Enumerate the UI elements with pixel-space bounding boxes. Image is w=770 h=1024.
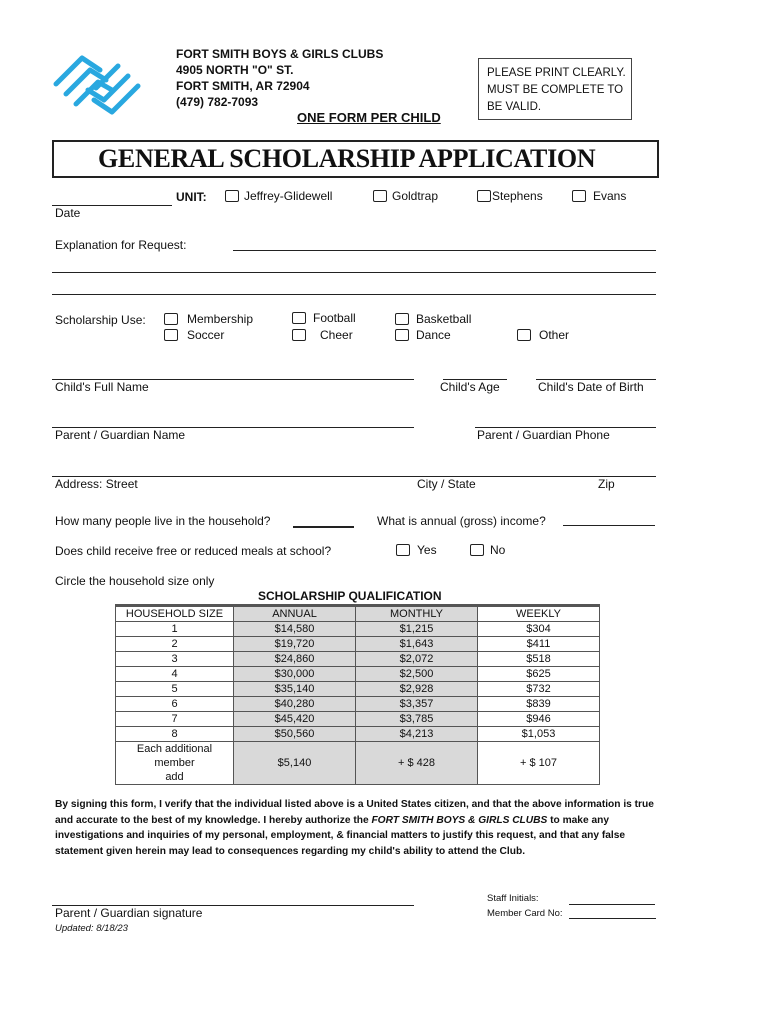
updated-date: Updated: 8/18/23: [55, 923, 128, 934]
cell-weekly: $411: [478, 637, 600, 652]
cell-additional-annual: $5,140: [234, 742, 356, 785]
cell-weekly: $518: [478, 652, 600, 667]
header-annual: ANNUAL: [234, 606, 356, 622]
unit-stephens-label: Stephens: [492, 189, 543, 203]
additional-label-line-2: add: [165, 771, 184, 783]
org-address-line2: FORT SMITH, AR 72904: [176, 79, 310, 93]
explanation-label: Explanation for Request:: [55, 238, 187, 252]
cell-size: 5: [116, 682, 234, 697]
title-box: [52, 140, 659, 178]
child-name-label: Child's Full Name: [55, 380, 149, 394]
cell-monthly: $2,500: [356, 667, 478, 682]
cell-annual: $24,860: [234, 652, 356, 667]
cell-annual: $50,560: [234, 727, 356, 742]
staff-initials-field[interactable]: [569, 904, 655, 905]
table-row[interactable]: [116, 727, 600, 742]
cell-monthly: $2,072: [356, 652, 478, 667]
cell-weekly: $732: [478, 682, 600, 697]
use-basketball-label: Basketball: [416, 312, 472, 326]
cell-annual: $14,580: [234, 622, 356, 637]
one-form-notice: ONE FORM PER CHILD: [297, 110, 441, 125]
use-other-checkbox[interactable]: [517, 328, 569, 342]
authorization-statement: [55, 797, 667, 859]
use-dance-label: Dance: [416, 328, 451, 342]
cell-additional-monthly: + $ 428: [356, 742, 478, 785]
qualification-table: [115, 604, 600, 785]
table-row[interactable]: [116, 712, 600, 727]
cell-size: 7: [116, 712, 234, 727]
cell-monthly: $2,928: [356, 682, 478, 697]
use-membership-checkbox[interactable]: [164, 312, 253, 326]
explanation-field-line-2[interactable]: [52, 272, 656, 273]
circle-instruction: Circle the household size only: [55, 574, 215, 588]
parent-name-label: Parent / Guardian Name: [55, 428, 186, 442]
table-row[interactable]: [116, 637, 600, 652]
use-membership-label: Membership: [187, 312, 254, 326]
org-name: FORT SMITH BOYS & GIRLS CLUBS: [176, 47, 384, 61]
meals-no-label: No: [490, 543, 506, 557]
unit-jeffrey-glidewell-checkbox[interactable]: [225, 189, 332, 203]
use-football-label: Football: [313, 311, 356, 325]
clubs-logo-icon: [52, 50, 142, 120]
cell-size: 1: [116, 622, 234, 637]
cell-weekly: $304: [478, 622, 600, 637]
cell-monthly: $3,785: [356, 712, 478, 727]
unit-evans-label: Evans: [593, 189, 627, 203]
signature-label: Parent / Guardian signature: [55, 906, 203, 920]
page-title: GENERAL SCHOLARSHIP APPLICATION: [98, 144, 596, 173]
notice-line-3: BE VALID.: [487, 101, 542, 113]
use-cheer-label: Cheer: [320, 328, 353, 342]
table-row[interactable]: [116, 622, 600, 637]
unit-evans-checkbox[interactable]: [572, 189, 626, 203]
cell-size: 8: [116, 727, 234, 742]
cell-weekly: $946: [478, 712, 600, 727]
address-zip-label: Zip: [598, 477, 615, 491]
header-household-size: HOUSEHOLD SIZE: [116, 606, 234, 622]
table-title: SCHOLARSHIP QUALIFICATION: [258, 589, 442, 603]
statement-part-1: By signing this form, I verify that the individual listed above is a United States citizen, and that the above information is true and accurate to the best of my knowledge. I hereby authorize the: [55, 799, 654, 826]
household-question: How many people live in the household?: [55, 514, 271, 528]
cell-size: 2: [116, 637, 234, 652]
cell-weekly: $1,053: [478, 727, 600, 742]
parent-phone-label: Parent / Guardian Phone: [477, 428, 610, 442]
org-phone: (479) 782-7093: [176, 95, 259, 109]
cell-annual: $40,280: [234, 697, 356, 712]
address-city-state-label: City / State: [417, 477, 476, 491]
cell-monthly: $1,215: [356, 622, 478, 637]
explanation-field-line-1[interactable]: [233, 250, 656, 251]
cell-monthly: $1,643: [356, 637, 478, 652]
address-field[interactable]: [52, 476, 656, 477]
cell-annual: $19,720: [234, 637, 356, 652]
notice-line-1: PLEASE PRINT CLEARLY.: [487, 67, 626, 79]
header-weekly: WEEKLY: [478, 606, 600, 622]
cell-monthly: $4,213: [356, 727, 478, 742]
use-soccer-label: Soccer: [187, 328, 225, 342]
table-row[interactable]: [116, 682, 600, 697]
cell-additional-weekly: + $ 107: [478, 742, 600, 785]
table-row[interactable]: [116, 697, 600, 712]
table-row[interactable]: [116, 652, 600, 667]
address-street-label: Address: Street: [55, 477, 138, 491]
household-count-field[interactable]: [293, 526, 354, 528]
cell-weekly: $839: [478, 697, 600, 712]
use-dance-checkbox[interactable]: [395, 328, 451, 342]
meals-yes-checkbox[interactable]: [396, 543, 437, 557]
cell-size: 6: [116, 697, 234, 712]
cell-monthly: $3,357: [356, 697, 478, 712]
unit-goldtrap-checkbox[interactable]: [373, 189, 438, 203]
table-header-row: [116, 606, 600, 622]
cell-additional-label: [116, 742, 234, 785]
meals-no-checkbox[interactable]: [470, 543, 505, 557]
cell-size: 4: [116, 667, 234, 682]
statement-part-2: to make any investigations and inquiries of my personal, employment, & financial matters to justify this request, and that any false statement given herein may lead to consequences regarding my child's ability to attend the Club.: [55, 814, 626, 857]
table-row[interactable]: [116, 667, 600, 682]
child-dob-label: Child's Date of Birth: [538, 380, 644, 394]
use-cheer-checkbox[interactable]: [292, 328, 353, 342]
cell-weekly: $625: [478, 667, 600, 682]
member-card-label: Member Card No:: [487, 908, 563, 919]
cell-annual: $30,000: [234, 667, 356, 682]
statement-org-name: FORT SMITH BOYS & GIRLS CLUBS: [371, 814, 548, 826]
income-field[interactable]: [563, 525, 655, 526]
date-label: Date: [55, 206, 81, 220]
cell-size: 3: [116, 652, 234, 667]
staff-initials-label: Staff Initials:: [487, 893, 539, 904]
notice-line-2: MUST BE COMPLETE TO: [487, 84, 624, 96]
use-soccer-checkbox[interactable]: [164, 328, 224, 342]
cell-annual: $35,140: [234, 682, 356, 697]
additional-label-line-1: Each additional member: [136, 743, 213, 769]
child-age-label: Child's Age: [440, 380, 500, 394]
use-basketball-checkbox[interactable]: [395, 312, 471, 326]
unit-stephens-checkbox[interactable]: [477, 189, 543, 203]
scholarship-use-label: Scholarship Use:: [55, 313, 146, 327]
org-address-line1: 4905 NORTH "O" ST.: [176, 63, 294, 77]
table-row-additional[interactable]: [116, 742, 600, 785]
explanation-field-line-3[interactable]: [52, 294, 656, 295]
unit-label: UNIT:: [176, 190, 207, 204]
cell-annual: $45,420: [234, 712, 356, 727]
unit-jeffrey-glidewell-label: Jeffrey-Glidewell: [244, 189, 333, 203]
use-football-checkbox[interactable]: [292, 311, 356, 325]
income-question: What is annual (gross) income?: [377, 514, 546, 528]
header-monthly: MONTHLY: [356, 606, 478, 622]
use-other-label: Other: [539, 328, 570, 342]
meals-yes-label: Yes: [417, 543, 437, 557]
meals-question: Does child receive free or reduced meals at school?: [55, 544, 332, 558]
unit-goldtrap-label: Goldtrap: [392, 189, 439, 203]
print-notice-box: [478, 58, 632, 120]
member-card-field[interactable]: [569, 918, 656, 919]
